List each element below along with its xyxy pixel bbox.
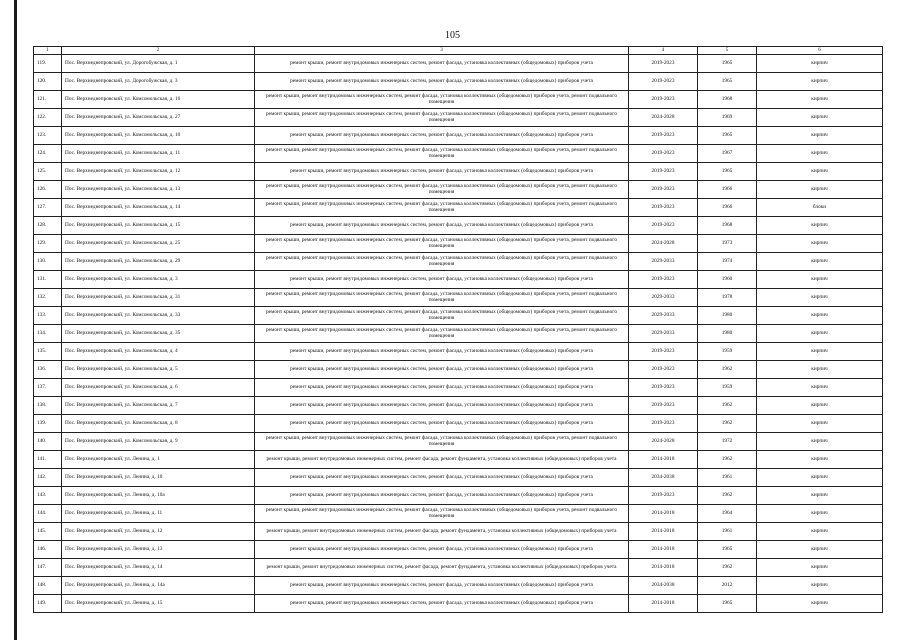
period-cell: 2019-2023	[629, 487, 698, 505]
works-cell: ремонт крыши, ремонт внутридомовых инженерных систем, ремонт фасада, установка коллективных (общедомовых) приборов учета, ремонт подвального помещения	[255, 505, 629, 523]
address-cell: Пос. Верхнеднепровский, ул. Ленина, д. 14а	[62, 577, 255, 595]
period-cell: 2019-2023	[629, 127, 698, 145]
table-row	[34, 433, 883, 451]
column-header: 2	[62, 47, 255, 55]
address-cell: Пос. Верхнеднепровский, ул. Ленина, д. 11	[62, 505, 255, 523]
row-number: 131.	[34, 271, 62, 289]
works-cell: ремонт крыши, ремонт внутридомовых инженерных систем, ремонт фасада, установка коллективных (общедомовых) приборов учета	[255, 487, 629, 505]
header-row	[34, 47, 883, 55]
period-cell: 2034-2038	[629, 577, 698, 595]
table-row	[34, 217, 883, 235]
column-header: 6	[757, 47, 883, 55]
build-year-cell: 1962	[698, 487, 757, 505]
table-row	[34, 577, 883, 595]
works-cell: ремонт крыши, ремонт внутридомовых инженерных систем, ремонт фасада, установка коллективных (общедомовых) приборов учета	[255, 577, 629, 595]
wall-material-cell: кирпич	[757, 217, 883, 235]
address-cell: Пос. Верхнеднепровский, ул. Комсомольская, д. 6	[62, 379, 255, 397]
table-row	[34, 55, 883, 73]
address-cell: Пос. Верхнеднепровский, ул. Комсомольская, д. 4	[62, 343, 255, 361]
works-cell: ремонт крыши, ремонт внутридомовых инженерных систем, ремонт фасада, установка коллективных (общедомовых) приборов учета	[255, 73, 629, 91]
table-row	[34, 127, 883, 145]
table-row	[34, 451, 883, 469]
period-cell: 2024-2028	[629, 433, 698, 451]
works-cell: ремонт крыши, ремонт внутридомовых инженерных систем, ремонт фасада, установка коллективных (общедомовых) приборов учета	[255, 397, 629, 415]
table-row	[34, 397, 883, 415]
works-cell: ремонт крыши, ремонт внутридомовых инженерных систем, ремонт фасада, установка коллективных (общедомовых) приборов учета	[255, 343, 629, 361]
wall-material-cell: кирпич	[757, 253, 883, 271]
address-cell: Пос. Верхнеднепровский, ул. Ленина, д. 15	[62, 595, 255, 613]
address-cell: Пос. Верхнеднепровский, ул. Комсомольская, д. 5	[62, 361, 255, 379]
build-year-cell: 1959	[698, 379, 757, 397]
period-cell: 2029-2033	[629, 253, 698, 271]
period-cell: 2019-2023	[629, 91, 698, 109]
build-year-cell: 1966	[698, 181, 757, 199]
row-number: 147.	[34, 559, 62, 577]
address-cell: Пос. Верхнеднепровский, ул. Ленина, д. 12	[62, 523, 255, 541]
table-row	[34, 307, 883, 325]
wall-material-cell: кирпич	[757, 235, 883, 253]
address-cell: Пос. Верхнеднепровский, ул. Комсомольская, д. 7	[62, 397, 255, 415]
row-number: 146.	[34, 541, 62, 559]
wall-material-cell: кирпич	[757, 559, 883, 577]
row-number: 121.	[34, 91, 62, 109]
build-year-cell: 1965	[698, 595, 757, 613]
page-number: 105	[445, 30, 460, 41]
works-cell: ремонт крыши, ремонт внутридомовых инженерных систем, ремонт фасада, установка коллективных (общедомовых) приборов учета	[255, 127, 629, 145]
period-cell: 2029-2033	[629, 307, 698, 325]
build-year-cell: 1965	[698, 541, 757, 559]
works-cell: ремонт крыши, ремонт внутридомовых инженерных систем, ремонт фасада, установка коллективных (общедомовых) приборов учета	[255, 163, 629, 181]
row-number: 122.	[34, 109, 62, 127]
wall-material-cell: кирпич	[757, 307, 883, 325]
table-row	[34, 289, 883, 307]
table-row	[34, 145, 883, 163]
row-number: 125.	[34, 163, 62, 181]
build-year-cell: 1969	[698, 109, 757, 127]
wall-material-cell: кирпич	[757, 181, 883, 199]
row-number: 139.	[34, 415, 62, 433]
works-cell: ремонт крыши, ремонт внутридомовых инженерных систем, ремонт фасада, ремонт фундамента, установка коллективных (общедомовых) приборов учета	[255, 523, 629, 541]
period-cell: 2019-2023	[629, 343, 698, 361]
table-row	[34, 109, 883, 127]
build-year-cell: 1960	[698, 271, 757, 289]
table-row	[34, 325, 883, 343]
works-cell: ремонт крыши, ремонт внутридомовых инженерных систем, ремонт фасада, установка коллективных (общедомовых) приборов учета	[255, 217, 629, 235]
period-cell: 2029-2033	[629, 289, 698, 307]
address-cell: Пос. Верхнеднепровский, ул. Комсомольская, д. 27	[62, 109, 255, 127]
works-cell: ремонт крыши, ремонт внутридомовых инженерных систем, ремонт фасада, установка коллективных (общедомовых) приборов учета, ремонт подвального помещения	[255, 325, 629, 343]
build-year-cell: 1965	[698, 127, 757, 145]
column-header: 1	[34, 47, 62, 55]
wall-material-cell: кирпич	[757, 91, 883, 109]
build-year-cell: 1965	[698, 163, 757, 181]
row-number: 144.	[34, 505, 62, 523]
wall-material-cell: кирпич	[757, 487, 883, 505]
address-cell: Пос. Верхнеднепровский, ул. Комсомольская, д. 14	[62, 199, 255, 217]
row-number: 135.	[34, 343, 62, 361]
row-number: 124.	[34, 145, 62, 163]
works-cell: ремонт крыши, ремонт внутридомовых инженерных систем, ремонт фасада, установка коллективных (общедомовых) приборов учета, ремонт подвального помещения	[255, 235, 629, 253]
table-row	[34, 253, 883, 271]
table-row	[34, 91, 883, 109]
row-number: 141.	[34, 451, 62, 469]
row-number: 126.	[34, 181, 62, 199]
table-row	[34, 343, 883, 361]
period-cell: 2019-2023	[629, 361, 698, 379]
period-cell: 2024-2028	[629, 235, 698, 253]
address-cell: Пос. Верхнеднепровский, ул. Комсомольская, д. 11	[62, 145, 255, 163]
table-row	[34, 487, 883, 505]
table-row	[34, 523, 883, 541]
build-year-cell: 1980	[698, 325, 757, 343]
wall-material-cell: кирпич	[757, 73, 883, 91]
column-header: 3	[255, 47, 629, 55]
period-cell: 2029-2033	[629, 325, 698, 343]
address-cell: Пос. Верхнеднепровский, ул. Ленина, д. 10а	[62, 487, 255, 505]
row-number: 143.	[34, 487, 62, 505]
table-row	[34, 73, 883, 91]
wall-material-cell: кирпич	[757, 163, 883, 181]
period-cell: 2024-2028	[629, 109, 698, 127]
row-number: 120.	[34, 73, 62, 91]
build-year-cell: 1978	[698, 289, 757, 307]
period-cell: 2019-2023	[629, 397, 698, 415]
address-cell: Пос. Верхнеднепровский, ул. Комсомольская, д. 16	[62, 91, 255, 109]
works-cell: ремонт крыши, ремонт внутридомовых инженерных систем, ремонт фасада, установка коллективных (общедомовых) приборов учета, ремонт подвального помещения	[255, 253, 629, 271]
address-cell: Пос. Верхнеднепровский, ул. Комсомольская, д. 35	[62, 325, 255, 343]
wall-material-cell: кирпич	[757, 595, 883, 613]
row-number: 133.	[34, 307, 62, 325]
row-number: 127.	[34, 199, 62, 217]
build-year-cell: 1959	[698, 343, 757, 361]
build-year-cell: 1967	[698, 145, 757, 163]
address-cell: Пос. Верхнеднепровский, ул. Комсомольская, д. 29	[62, 253, 255, 271]
table-row	[34, 199, 883, 217]
build-year-cell: 1980	[698, 307, 757, 325]
build-year-cell: 1973	[698, 235, 757, 253]
table-row	[34, 163, 883, 181]
address-cell: Пос. Верхнеднепровский, ул. Комсомольская, д. 13	[62, 181, 255, 199]
table-row	[34, 559, 883, 577]
build-year-cell: 1965	[698, 55, 757, 73]
wall-material-cell: кирпич	[757, 325, 883, 343]
build-year-cell: 1972	[698, 433, 757, 451]
wall-material-cell: кирпич	[757, 361, 883, 379]
period-cell: 2019-2023	[629, 379, 698, 397]
works-cell: ремонт крыши, ремонт внутридомовых инженерных систем, ремонт фасада, установка коллективных (общедомовых) приборов учета, ремонт подвального помещения	[255, 91, 629, 109]
build-year-cell: 1962	[698, 451, 757, 469]
address-cell: Пос. Верхнеднепровский, ул. Ленина, д. 1	[62, 451, 255, 469]
period-cell: 2019-2023	[629, 199, 698, 217]
row-number: 142.	[34, 469, 62, 487]
row-number: 134.	[34, 325, 62, 343]
build-year-cell: 1968	[698, 91, 757, 109]
works-cell: ремонт крыши, ремонт внутридомовых инженерных систем, ремонт фасада, установка коллективных (общедомовых) приборов учета	[255, 271, 629, 289]
row-number: 132.	[34, 289, 62, 307]
works-cell: ремонт крыши, ремонт внутридомовых инженерных систем, ремонт фасада, установка коллективных (общедомовых) приборов учета	[255, 595, 629, 613]
wall-material-cell: кирпич	[757, 469, 883, 487]
works-cell: ремонт крыши, ремонт внутридомовых инженерных систем, ремонт фасада, установка коллективных (общедомовых) приборов учета	[255, 541, 629, 559]
wall-material-cell: кирпич	[757, 541, 883, 559]
works-cell: ремонт крыши, ремонт внутридомовых инженерных систем, ремонт фасада, установка коллективных (общедомовых) приборов учета	[255, 379, 629, 397]
period-cell: 2019-2023	[629, 217, 698, 235]
works-cell: ремонт крыши, ремонт внутридомовых инженерных систем, ремонт фасада, установка коллективных (общедомовых) приборов учета, ремонт подвального помещения	[255, 199, 629, 217]
row-number: 129.	[34, 235, 62, 253]
period-cell: 2014-2018	[629, 559, 698, 577]
address-cell: Пос. Верхнеднепровский, ул. Комсомольская, д. 25	[62, 235, 255, 253]
row-number: 138.	[34, 397, 62, 415]
column-header: 4	[629, 47, 698, 55]
period-cell: 2019-2023	[629, 145, 698, 163]
wall-material-cell: кирпич	[757, 109, 883, 127]
address-cell: Пос. Верхнеднепровский, ул. Комсомольская, д. 8	[62, 415, 255, 433]
row-number: 130.	[34, 253, 62, 271]
wall-material-cell: кирпич	[757, 379, 883, 397]
build-year-cell: 1961	[698, 469, 757, 487]
works-cell: ремонт крыши, ремонт внутридомовых инженерных систем, ремонт фасада, установка коллективных (общедомовых) приборов учета, ремонт подвального помещения	[255, 109, 629, 127]
scan-edge-bar	[14, 0, 17, 640]
row-number: 149.	[34, 595, 62, 613]
wall-material-cell: кирпич	[757, 145, 883, 163]
period-cell: 2014-2018	[629, 451, 698, 469]
build-year-cell: 1974	[698, 253, 757, 271]
wall-material-cell: кирпич	[757, 289, 883, 307]
address-cell: Пос. Верхнеднепровский, ул. Дорогобужская, д. 3	[62, 73, 255, 91]
period-cell: 2014-2018	[629, 523, 698, 541]
period-cell: 2034-2038	[629, 469, 698, 487]
wall-material-cell: кирпич	[757, 271, 883, 289]
wall-material-cell: кирпич	[757, 55, 883, 73]
build-year-cell: 1964	[698, 505, 757, 523]
wall-material-cell: кирпич	[757, 127, 883, 145]
address-cell: Пос. Верхнеднепровский, ул. Ленина, д. 13	[62, 541, 255, 559]
wall-material-cell: кирпич	[757, 523, 883, 541]
works-cell: ремонт крыши, ремонт внутридомовых инженерных систем, ремонт фасада, установка коллективных (общедомовых) приборов учета, ремонт подвального помещения	[255, 307, 629, 325]
row-number: 123.	[34, 127, 62, 145]
row-number: 136.	[34, 361, 62, 379]
address-cell: Пос. Верхнеднепровский, ул. Комсомольская, д. 10	[62, 127, 255, 145]
table-row	[34, 541, 883, 559]
table-row	[34, 505, 883, 523]
repair-schedule-table	[33, 46, 883, 613]
works-cell: ремонт крыши, ремонт внутридомовых инженерных систем, ремонт фасада, установка коллективных (общедомовых) приборов учета, ремонт подвального помещения	[255, 145, 629, 163]
works-cell: ремонт крыши, ремонт внутридомовых инженерных систем, ремонт фасада, установка коллективных (общедомовых) приборов учета	[255, 55, 629, 73]
wall-material-cell: кирпич	[757, 415, 883, 433]
build-year-cell: 2012	[698, 577, 757, 595]
works-cell: ремонт крыши, ремонт внутридомовых инженерных систем, ремонт фасада, установка коллективных (общедомовых) приборов учета, ремонт подвального помещения	[255, 289, 629, 307]
wall-material-cell: кирпич	[757, 433, 883, 451]
period-cell: 2019-2023	[629, 73, 698, 91]
wall-material-cell: кирпич	[757, 505, 883, 523]
row-number: 145.	[34, 523, 62, 541]
period-cell: 2019-2023	[629, 271, 698, 289]
build-year-cell: 1962	[698, 361, 757, 379]
wall-material-cell: кирпич	[757, 451, 883, 469]
build-year-cell: 1962	[698, 415, 757, 433]
row-number: 148.	[34, 577, 62, 595]
build-year-cell: 1962	[698, 397, 757, 415]
build-year-cell: 1961	[698, 523, 757, 541]
works-cell: ремонт крыши, ремонт внутридомовых инженерных систем, ремонт фасада, установка коллективных (общедомовых) приборов учета, ремонт подвального помещения	[255, 181, 629, 199]
address-cell: Пос. Верхнеднепровский, ул. Ленина, д. 10	[62, 469, 255, 487]
table-row	[34, 181, 883, 199]
address-cell: Пос. Верхнеднепровский, ул. Дорогобужская, д. 1	[62, 55, 255, 73]
table-row	[34, 361, 883, 379]
table-row	[34, 235, 883, 253]
table-row	[34, 469, 883, 487]
works-cell: ремонт крыши, ремонт внутридомовых инженерных систем, ремонт фасада, установка коллективных (общедомовых) приборов учета, ремонт подвального помещения	[255, 433, 629, 451]
table-row	[34, 271, 883, 289]
row-number: 137.	[34, 379, 62, 397]
period-cell: 2014-2018	[629, 505, 698, 523]
build-year-cell: 1968	[698, 217, 757, 235]
row-number: 128.	[34, 217, 62, 235]
works-cell: ремонт крыши, ремонт внутридомовых инженерных систем, ремонт фасада, ремонт фундамента, установка коллективных (общедомовых) приборов учета	[255, 451, 629, 469]
address-cell: Пос. Верхнеднепровский, ул. Комсомольская, д. 15	[62, 217, 255, 235]
address-cell: Пос. Верхнеднепровский, ул. Комсомольская, д. 33	[62, 307, 255, 325]
address-cell: Пос. Верхнеднепровский, ул. Комсомольская, д. 12	[62, 163, 255, 181]
period-cell: 2019-2023	[629, 181, 698, 199]
period-cell: 2019-2023	[629, 55, 698, 73]
address-cell: Пос. Верхнеднепровский, ул. Ленина, д. 14	[62, 559, 255, 577]
wall-material-cell: блоки	[757, 199, 883, 217]
build-year-cell: 1966	[698, 199, 757, 217]
build-year-cell: 1962	[698, 559, 757, 577]
column-header: 5	[698, 47, 757, 55]
build-year-cell: 1965	[698, 73, 757, 91]
table-row	[34, 379, 883, 397]
table-row	[34, 595, 883, 613]
wall-material-cell: кирпич	[757, 397, 883, 415]
wall-material-cell: кирпич	[757, 343, 883, 361]
address-cell: Пос. Верхнеднепровский, ул. Комсомольская, д. 9	[62, 433, 255, 451]
table-row	[34, 415, 883, 433]
address-cell: Пос. Верхнеднепровский, ул. Комсомольская, д. 3	[62, 271, 255, 289]
period-cell: 2014-2018	[629, 541, 698, 559]
period-cell: 2019-2023	[629, 415, 698, 433]
works-cell: ремонт крыши, ремонт внутридомовых инженерных систем, ремонт фасада, установка коллективных (общедомовых) приборов учета	[255, 469, 629, 487]
period-cell: 2019-2023	[629, 163, 698, 181]
row-number: 119.	[34, 55, 62, 73]
wall-material-cell: кирпич	[757, 577, 883, 595]
works-cell: ремонт крыши, ремонт внутридомовых инженерных систем, ремонт фасада, ремонт фундамента, установка коллективных (общедомовых) приборов учета	[255, 559, 629, 577]
works-cell: ремонт крыши, ремонт внутридомовых инженерных систем, ремонт фасада, установка коллективных (общедомовых) приборов учета	[255, 415, 629, 433]
row-number: 140.	[34, 433, 62, 451]
works-cell: ремонт крыши, ремонт внутридомовых инженерных систем, ремонт фасада, установка коллективных (общедомовых) приборов учета	[255, 361, 629, 379]
address-cell: Пос. Верхнеднепровский, ул. Комсомольская, д. 31	[62, 289, 255, 307]
period-cell: 2014-2018	[629, 595, 698, 613]
